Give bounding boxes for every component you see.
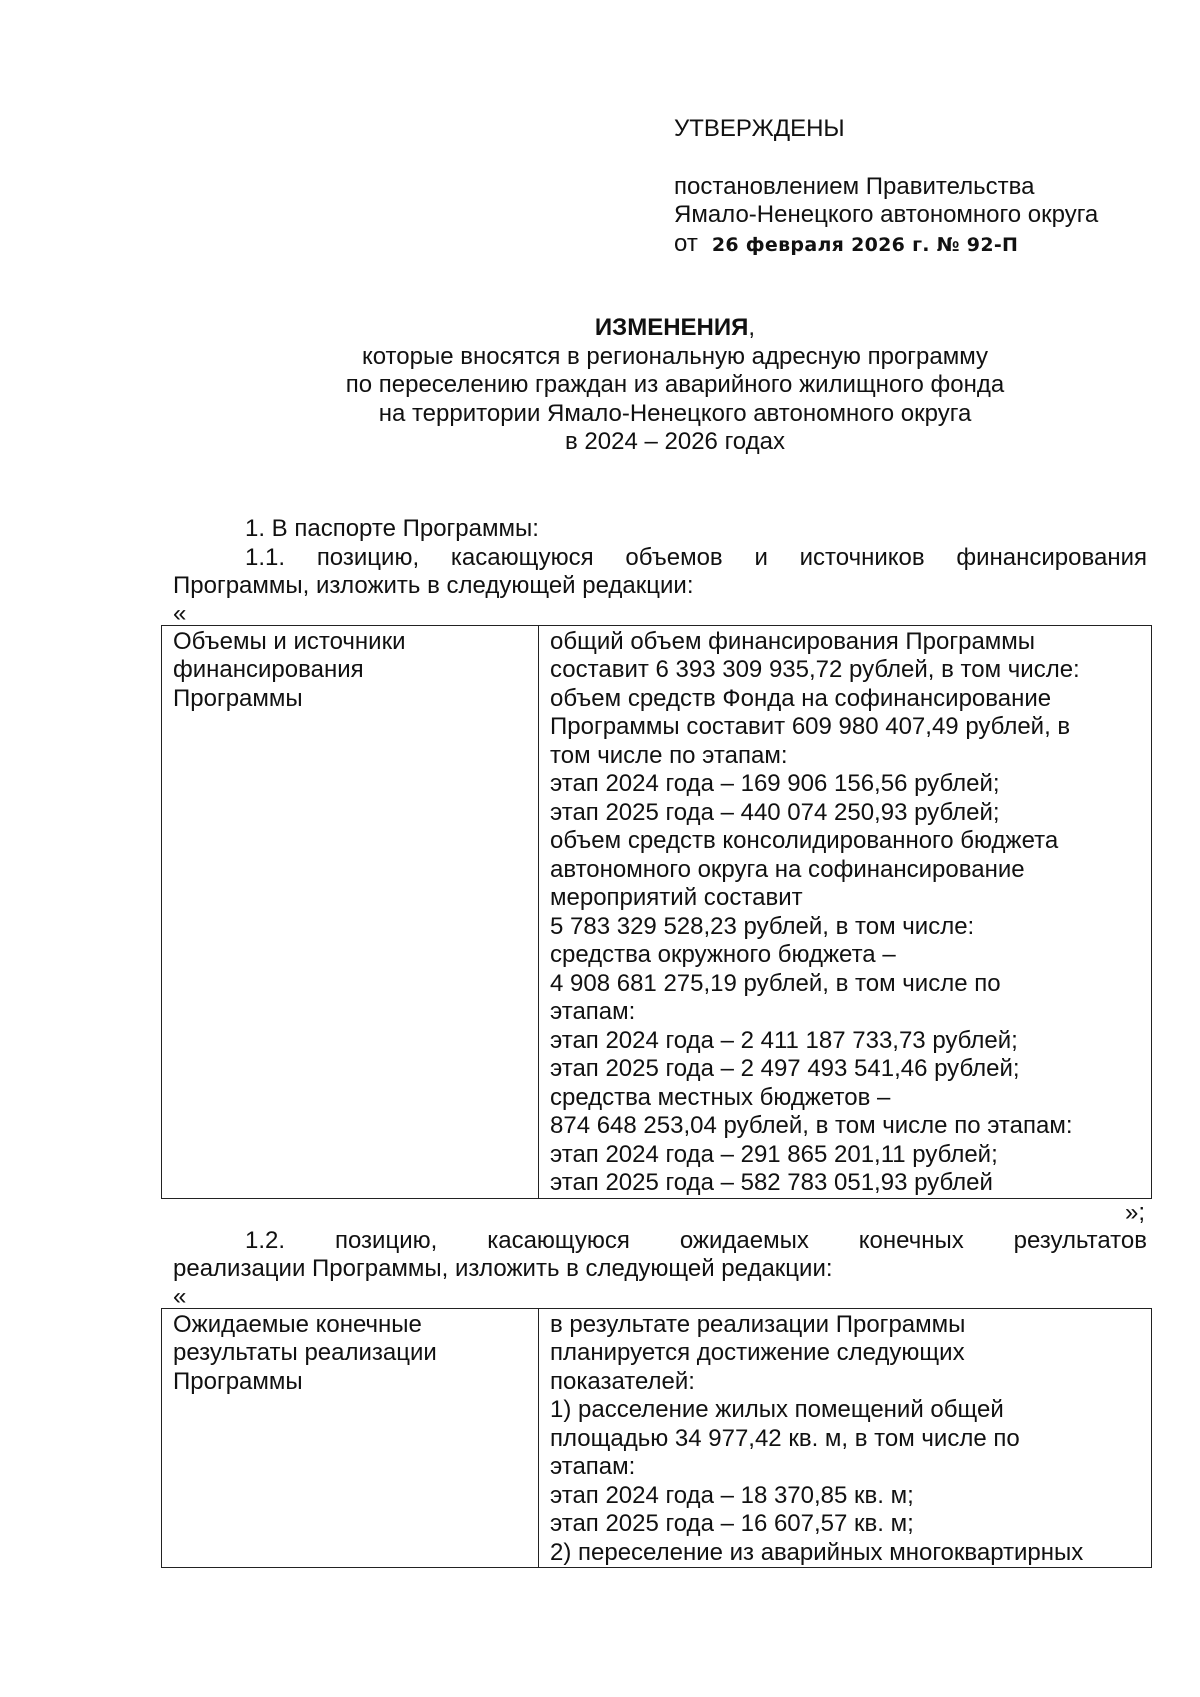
cell-line: общий объем финансирования Программы xyxy=(550,627,1036,655)
approval-date-number: 26 февраля 2026 г. № 92-П xyxy=(711,233,1019,256)
quote-open-2: « xyxy=(173,1282,187,1310)
paragraph-1-2-line-2: реализации Программы, изложить в следующей редакции: xyxy=(173,1255,833,1282)
cell-line: в результате реализации Программы xyxy=(550,1310,966,1338)
document-body xyxy=(173,515,1147,1568)
financing-label-cell xyxy=(162,625,539,1198)
results-label-cell xyxy=(162,1308,539,1568)
cell-line: этап 2025 года – 2 497 493 541,46 рублей; xyxy=(550,1055,1020,1082)
cell-line: результаты реализации xyxy=(173,1339,437,1366)
paragraph-1-1-line-2: Программы, изложить в следующей редакции: xyxy=(173,572,694,599)
cell-line: объем средств Фонда на софинансирование xyxy=(550,684,1052,712)
cell-line: мероприятий составит xyxy=(550,884,803,911)
cell-line: средства местных бюджетов – xyxy=(550,1083,891,1111)
cell-line: 1) расселение жилых помещений общей xyxy=(550,1396,1004,1423)
results-value-cell xyxy=(539,1308,1152,1568)
cell-line: этап 2024 года – 291 865 201,11 рублей; xyxy=(550,1140,998,1168)
cell-line: 5 783 329 528,23 рублей, в том числе: xyxy=(550,912,975,940)
approval-date-line xyxy=(674,230,1144,260)
cell-line: этап 2025 года – 16 607,57 кв. м; xyxy=(550,1510,914,1537)
cell-line: финансирования xyxy=(173,656,364,683)
cell-line: том числе по этапам: xyxy=(550,741,788,769)
cell-line: этап 2024 года – 2 411 187 733,73 рублей; xyxy=(550,1026,1018,1054)
title-line: в 2024 – 2026 годах xyxy=(565,428,785,455)
title-line: на территории Ямало-Ненецкого автономного округа xyxy=(378,399,972,427)
approval-ot-label: от xyxy=(674,229,698,257)
cell-line: Программы xyxy=(173,684,303,712)
cell-line: этап 2024 года – 18 370,85 кв. м; xyxy=(550,1481,914,1509)
approval-block xyxy=(674,115,1144,259)
cell-line: площадью 34 977,42 кв. м, в том числе по xyxy=(550,1424,1020,1452)
title-comma: , xyxy=(748,314,756,341)
cell-line: 874 648 253,04 рублей, в том числе по этапам: xyxy=(550,1112,1073,1139)
results-table xyxy=(161,1308,1152,1569)
cell-line: автономного округа на софинансирование xyxy=(550,855,1025,883)
cell-line: этап 2025 года – 440 074 250,93 рублей; xyxy=(550,798,1000,826)
cell-line: Программы xyxy=(173,1367,303,1395)
cell-line: 2) переселение из аварийных многоквартирных xyxy=(550,1538,1084,1566)
title-line: которые вносятся в региональную адресную программу xyxy=(361,342,989,370)
approval-line-2: Ямало-Ненецкого автономного округа xyxy=(674,201,1099,228)
cell-line: планируется достижение следующих xyxy=(550,1339,965,1366)
cell-line: этапам: xyxy=(550,1453,636,1480)
cell-line: составит 6 393 309 935,72 рублей, в том числе: xyxy=(550,656,1080,683)
title-bold: ИЗМЕНЕНИЯ xyxy=(594,314,749,341)
title-line: по переселению граждан из аварийного жилищного фонда xyxy=(345,371,1005,398)
table-row xyxy=(162,625,1152,1198)
approval-line-1: постановлением Правительства xyxy=(674,172,1035,200)
quote-open-1: « xyxy=(173,599,187,627)
cell-line: 4 908 681 275,19 рублей, в том числе по xyxy=(550,969,1001,997)
cell-line: этапам: xyxy=(550,998,636,1025)
cell-line: показателей: xyxy=(550,1367,695,1395)
cell-line: объем средств консолидированного бюджета xyxy=(550,827,1059,854)
cell-line: Программы составит 609 980 407,49 рублей, в xyxy=(550,713,1071,740)
paragraph-1-2-line-1: 1.2. позицию, касающуюся ожидаемых конечных результатов xyxy=(245,1226,1147,1254)
paragraph-1-1-line-1: 1.1. позицию, касающуюся объемов и источников финансирования xyxy=(245,543,1147,571)
cell-line: Ожидаемые конечные xyxy=(173,1310,422,1338)
cell-line: этап 2025 года – 582 783 051,93 рублей xyxy=(550,1169,993,1196)
table-row xyxy=(162,1308,1152,1568)
approval-title: УТВЕРЖДЕНЫ xyxy=(674,115,845,142)
quote-close-1: »; xyxy=(1124,1198,1145,1226)
title-heading xyxy=(260,314,1090,343)
financing-value-cell xyxy=(539,625,1152,1198)
cell-line: средства окружного бюджета – xyxy=(550,941,896,968)
cell-line: Объемы и источники xyxy=(173,627,406,655)
financing-table xyxy=(161,625,1152,1199)
cell-line: этап 2024 года – 169 906 156,56 рублей; xyxy=(550,770,1000,797)
document-title xyxy=(260,314,1090,457)
paragraph-1: 1. В паспорте Программы: xyxy=(245,515,539,542)
